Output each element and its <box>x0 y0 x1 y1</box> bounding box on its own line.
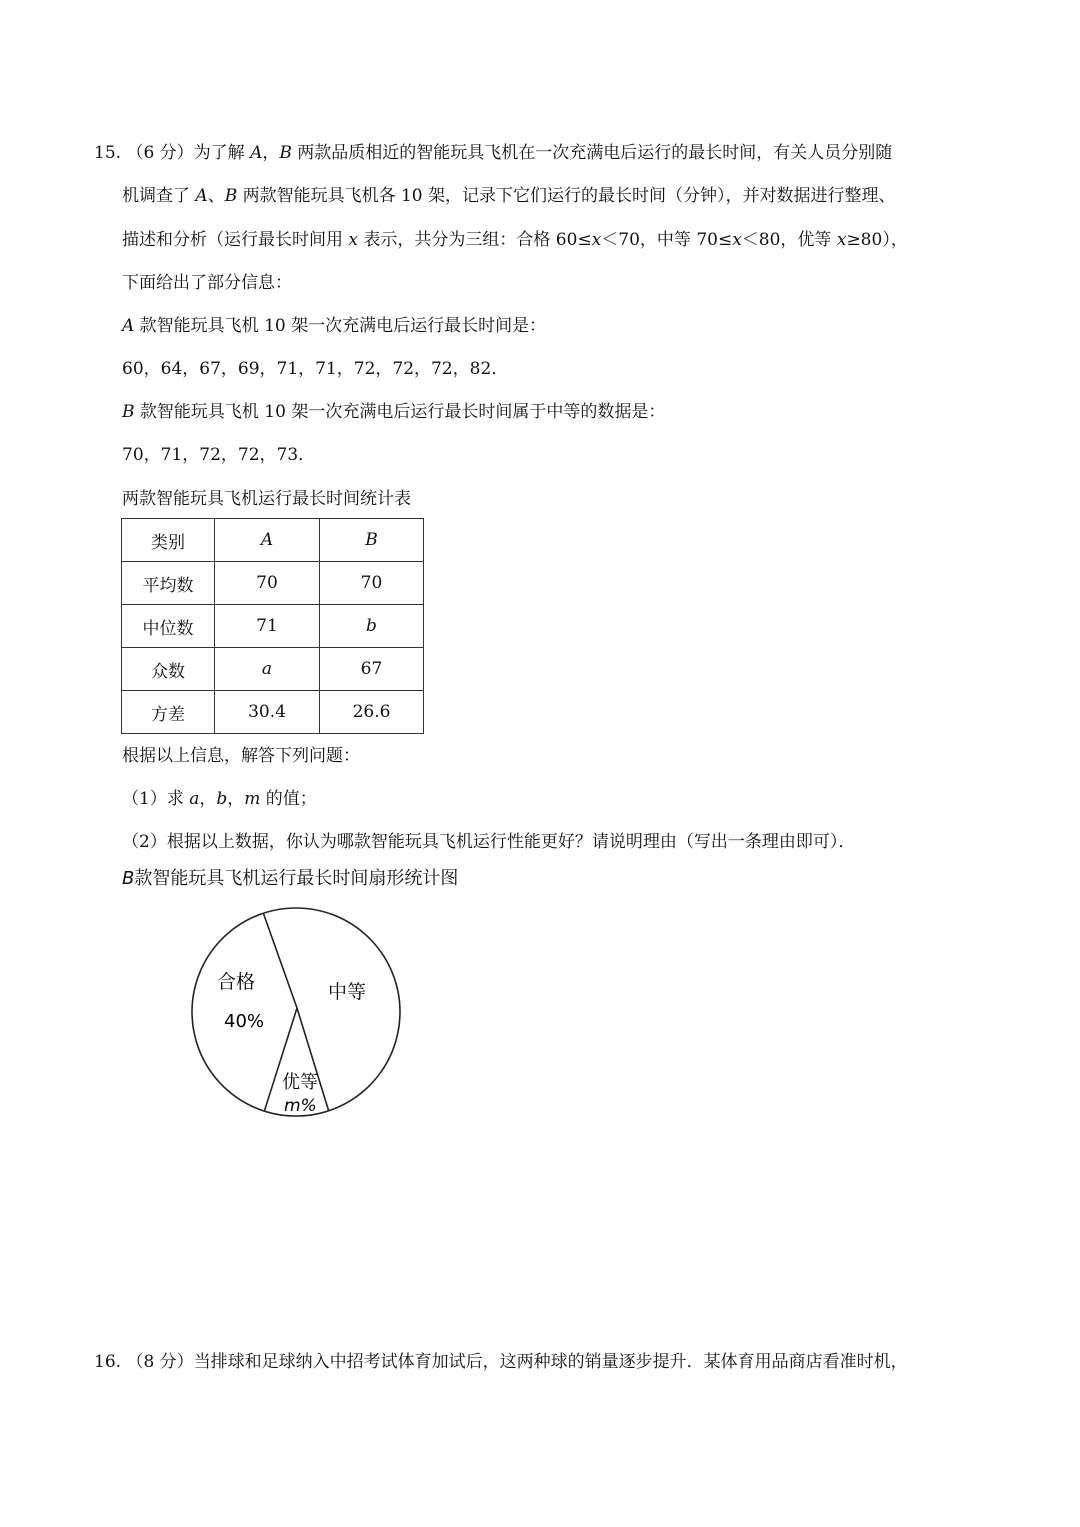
table-cell: 中位数 <box>122 605 215 648</box>
chart-title: B款智能玩具飞机运行最长时间扇形统计图 <box>122 868 459 889</box>
slice-value-label: 40% <box>224 1011 265 1032</box>
b-data-label: B 款智能玩具飞机 10 架一次充满电后运行最长时间属于中等的数据是： <box>122 402 666 422</box>
table-cell: 30.4 <box>215 691 320 734</box>
table-cell: b <box>320 605 424 648</box>
table-cell: 方差 <box>122 691 215 734</box>
slice-label: 合格 <box>217 971 256 993</box>
table-cell: 平均数 <box>122 562 215 605</box>
table-cell: 类别 <box>122 519 215 562</box>
table-cell: B <box>320 519 424 562</box>
a-data-values: 60，64，67，69，71，71，72，72，72，82． <box>122 359 509 379</box>
table-cell: 70 <box>320 562 424 605</box>
table-cell: 70 <box>215 562 320 605</box>
question-15-line-1: 15. （6 分）为了解 A，B 两款品质相近的智能玩具飞机在一次充满电后运行的最长时间，有关人员分别随 <box>94 143 893 163</box>
question-15-line-3: 描述和分析（运行最长时间用 x 表示，共分为三组：合格 60≤x＜70，中等 70≤x＜80，优等 x≥80）， <box>122 230 908 250</box>
table-title: 两款智能玩具飞机运行最长时间统计表 <box>122 489 411 509</box>
question-15-line-4: 下面给出了部分信息： <box>122 273 292 293</box>
table-cell: 71 <box>215 605 320 648</box>
question-16-line-1: 16. （8 分）当排球和足球纳入中招考试体育加试后，这两种球的销量逐步提升．某体育用品商店看准时机， <box>94 1352 908 1372</box>
b-data-values: 70，71，72，72，73． <box>122 445 316 465</box>
slice-label: 优等 <box>282 1072 318 1093</box>
question-number: 16. <box>94 1352 122 1372</box>
table-cell: a <box>215 648 320 691</box>
table-cell: 众数 <box>122 648 215 691</box>
pie-divider-hege-zhongdeng <box>263 913 297 1008</box>
table-cell: 67 <box>320 648 424 691</box>
slice-value-label: m% <box>284 1096 317 1116</box>
answer-intro: 根据以上信息，解答下列问题： <box>122 746 360 766</box>
table-cell: A <box>215 519 320 562</box>
table-cell: 26.6 <box>320 691 424 734</box>
question-points: （8 分） <box>126 1352 194 1372</box>
sub-question-1: （1）求 a，b，m 的值； <box>122 789 317 809</box>
question-15-line-2: 机调查了 A、B 两款智能玩具飞机各 10 架，记录下它们运行的最长时间（分钟），并对数据进行整理、 <box>122 186 896 206</box>
question-points: （6 分） <box>126 143 194 163</box>
sub-question-2: （2）根据以上数据，你认为哪款智能玩具飞机运行性能更好？请说明理由（写出一条理由即可）． <box>122 832 856 852</box>
slice-label: 中等 <box>328 981 367 1003</box>
question-number: 15. <box>94 143 122 163</box>
a-data-label: A 款智能玩具飞机 10 架一次充满电后运行最长时间是： <box>122 316 547 336</box>
